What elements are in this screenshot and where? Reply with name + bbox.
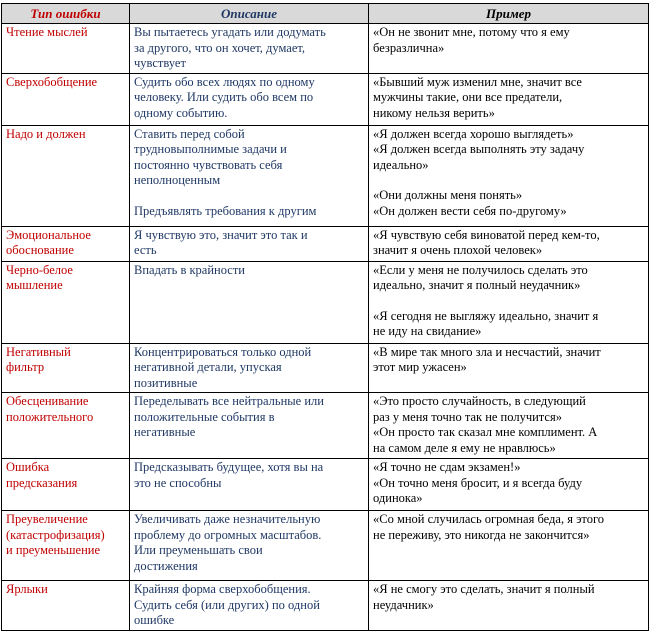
cell-text-line: Преувеличение xyxy=(6,512,88,526)
table-row xyxy=(2,226,649,261)
cell-description xyxy=(130,226,369,261)
blank-line xyxy=(373,294,645,309)
cell-description xyxy=(130,343,369,393)
cell-text-line: проблему до огромных масштабов. xyxy=(134,527,322,542)
cell-text-line: это не способны xyxy=(134,475,222,490)
cell-text-line: значит я очень плохой человек» xyxy=(373,243,543,257)
cell-example xyxy=(369,73,649,125)
table-row xyxy=(2,393,649,459)
cell-text-line: мышление xyxy=(6,278,63,292)
cell-text-line: никому нельзя верить» xyxy=(373,105,495,120)
cell-text-line: на самом деле я ему не нравлюсь» xyxy=(373,440,556,455)
cell-text-line: за другого, что он хочет, думает, xyxy=(134,40,306,55)
cell-text-line: «Если у меня не получилось сделать это xyxy=(373,262,588,277)
cognitive-errors-table xyxy=(1,3,649,631)
cell-example xyxy=(369,511,649,581)
cell-error-type xyxy=(2,73,130,125)
cell-text-line: Надо и должен xyxy=(6,126,86,141)
table-row xyxy=(2,459,649,511)
cell-text-line: «Он просто так сказал мне комплимент. А xyxy=(373,425,598,439)
cell-text-line: «Бывший муж изменил мне, значит все xyxy=(373,74,582,89)
table-row xyxy=(2,261,649,343)
cell-text-line: «Это просто случайность, в следующий xyxy=(373,394,586,408)
cell-text-line: чувствует xyxy=(134,56,186,70)
cell-text-line: положительные события в xyxy=(134,409,275,424)
cell-text-line: неполноценным xyxy=(134,173,221,187)
cell-text-line: Переделывать все нейтральные или xyxy=(134,394,324,408)
cell-text-line: идеально, значит я полный неудачник» xyxy=(373,278,581,292)
cell-text-line: Предъявлять требования к другим xyxy=(134,203,317,218)
cell-text-line: (катастрофизация) xyxy=(6,527,105,542)
cell-error-type xyxy=(2,393,130,459)
cell-text-line: «Он точно меня бросит, и я всегда буду xyxy=(373,475,583,490)
blank-line xyxy=(134,189,365,204)
table-row xyxy=(2,511,649,581)
cell-description xyxy=(130,24,369,74)
cell-text-line: этот мир ужасен» xyxy=(373,360,467,374)
cell-error-type xyxy=(2,125,130,226)
cell-description xyxy=(130,393,369,459)
cell-text-line: человеку. Или судить обо всем по xyxy=(134,90,314,104)
cell-description xyxy=(130,511,369,581)
cell-text-line: «Они должны меня понять» xyxy=(373,188,523,202)
cell-text-line: «Я чувствую себя виноватой перед кем-то, xyxy=(373,227,600,242)
table-body xyxy=(2,24,649,631)
cell-example xyxy=(369,393,649,459)
cell-text-line: Ставить перед собой xyxy=(134,126,245,141)
cell-example xyxy=(369,125,649,226)
cell-error-type xyxy=(2,24,130,74)
cell-text-line: постоянно чувствовать себя xyxy=(134,157,283,172)
cell-text-line: достижения xyxy=(134,558,198,573)
cell-text-line: «Со мной случилась огромная беда, я этого xyxy=(373,512,605,526)
cell-text-line: «Я не смогу это сделать, значит я полный xyxy=(373,582,595,596)
cell-text-line: одному событию. xyxy=(134,105,228,120)
cell-text-line: Эмоциональное xyxy=(6,227,91,242)
cell-text-line: одинока» xyxy=(373,491,423,505)
cell-text-line: безразлична» xyxy=(373,40,445,55)
cell-error-type xyxy=(2,261,130,343)
cell-text-line: есть xyxy=(134,243,157,257)
cell-text-line: Предсказывать будущее, хотя вы на xyxy=(134,460,324,474)
cell-description xyxy=(130,459,369,511)
cell-description xyxy=(130,73,369,125)
cell-error-type xyxy=(2,459,130,511)
cell-text-line: Я чувствую это, значит это так и xyxy=(134,227,308,242)
cell-text-line: не переживу, это никогда не закончится» xyxy=(373,527,590,542)
cell-error-type xyxy=(2,581,130,631)
cell-description xyxy=(130,125,369,226)
table-row xyxy=(2,581,649,631)
cell-text-line: не иду на свидание» xyxy=(373,324,482,338)
cell-text-line: негативные xyxy=(134,425,196,439)
blank-line xyxy=(373,173,645,188)
cell-text-line: Черно-белое xyxy=(6,262,73,277)
cell-text-line: идеально» xyxy=(373,157,429,172)
cell-text-line: трудновыполнимые задачи и xyxy=(134,142,287,156)
cell-text-line: позитивные xyxy=(134,375,198,390)
cell-error-type xyxy=(2,511,130,581)
cell-text-line: Чтение мыслей xyxy=(6,25,88,39)
cell-text-line: негативной детали, упуская xyxy=(134,360,282,374)
cell-example xyxy=(369,261,649,343)
table-header-row xyxy=(2,4,649,24)
cell-text-line: Сверхобобщение xyxy=(6,74,98,89)
cell-example xyxy=(369,24,649,74)
cell-example xyxy=(369,343,649,393)
cell-text-line: «Я сегодня не выгляжу идеально, значит я xyxy=(373,308,599,323)
cell-text-line: предсказания xyxy=(6,475,78,490)
cell-example xyxy=(369,581,649,631)
cell-text-line: положительного xyxy=(6,409,94,424)
cell-text-line: фильтр xyxy=(6,360,45,374)
cell-text-line: Или преуменьшать свои xyxy=(134,543,263,557)
cell-example xyxy=(369,226,649,261)
cell-text-line: «Я должен всегда выполнять эту задачу xyxy=(373,142,585,156)
cell-example xyxy=(369,459,649,511)
header-description: Описание xyxy=(130,4,369,24)
cell-error-type xyxy=(2,226,130,261)
cell-text-line: Ошибка xyxy=(6,460,50,474)
cell-text-line: Впадать в крайности xyxy=(134,262,245,277)
cell-text-line: Судить обо всех людях по одному xyxy=(134,74,315,89)
header-error-type: Тип ошибки xyxy=(2,4,130,24)
cell-text-line: обоснование xyxy=(6,243,74,257)
cell-text-line: Ярлыки xyxy=(6,582,48,596)
cell-text-line: Обесценивание xyxy=(6,394,89,408)
cell-text-line: Судить себя (или других) по одной xyxy=(134,597,320,612)
table-row xyxy=(2,73,649,125)
cell-text-line: Увеличивать даже незначительную xyxy=(134,512,321,526)
cell-description xyxy=(130,581,369,631)
cell-text-line: мужчины такие, они все предатели, xyxy=(373,90,563,104)
table-row xyxy=(2,125,649,226)
cell-text-line: «Он не звонит мне, потому что я ему xyxy=(373,25,570,39)
cell-text-line: ошибке xyxy=(134,613,175,627)
cell-error-type xyxy=(2,343,130,393)
cell-text-line: «Он должен вести себя по-другому» xyxy=(373,203,567,218)
document xyxy=(1,3,649,631)
cell-text-line: неудачник» xyxy=(373,597,434,612)
cell-text-line: «Я точно не сдам экзамен!» xyxy=(373,460,521,474)
header-example: Пример xyxy=(369,4,649,24)
cell-text-line: «Я должен всегда хорошо выглядеть» xyxy=(373,126,574,141)
cell-text-line: «В мире так много зла и несчастий, значит xyxy=(373,344,601,359)
cell-description xyxy=(130,261,369,343)
cell-text-line: раз у меня точно так не получится» xyxy=(373,409,562,424)
cell-text-line: Крайняя форма сверхобобщения. xyxy=(134,582,311,596)
table-row xyxy=(2,24,649,74)
table-row xyxy=(2,343,649,393)
cell-text-line: и преуменьшение xyxy=(6,543,101,557)
cell-text-line: Негативный xyxy=(6,344,71,359)
cell-text-line: Концентрироваться только одной xyxy=(134,344,312,359)
cell-text-line: Вы пытаетесь угадать или додумать xyxy=(134,25,326,39)
